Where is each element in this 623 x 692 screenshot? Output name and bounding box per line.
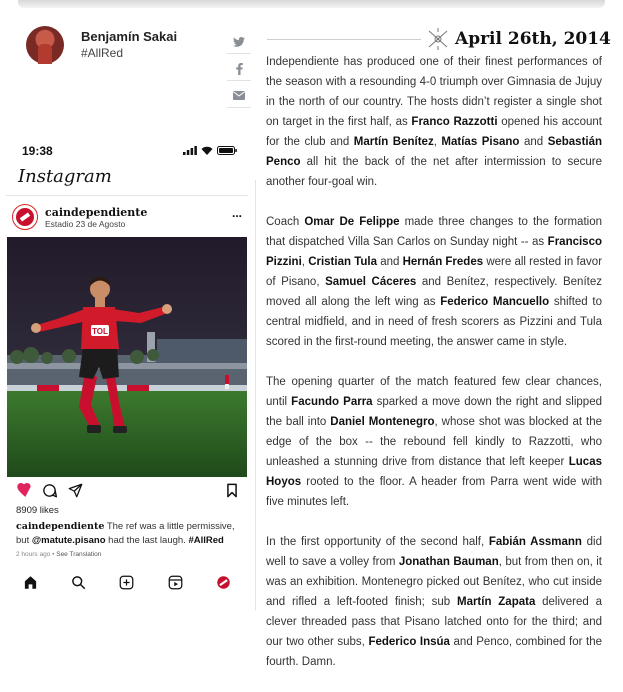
caption-mention[interactable]: @matute.pisano — [31, 535, 106, 546]
article-text: delivered a clever threaded pass that Pisano latched onto for the third; and our two other subs, — [266, 596, 602, 648]
article-text: shifted to central midfield, and in need of fresh scorers as Pizzini and Tula scored in the first-round meeting, the answer came in style. — [266, 296, 602, 348]
date-emblem-icon — [425, 27, 451, 51]
share-direct-icon[interactable] — [68, 483, 83, 498]
status-time: 19:38 — [22, 144, 53, 158]
article-text: , whose shot was blocked at the edge of the box -- the rebound fell kindly to Razzotti, who unleashed a stunning drive from distance that left keeper — [266, 416, 603, 468]
player-name: Francisco Pizzini — [266, 236, 602, 268]
like-heart-icon[interactable] — [16, 483, 32, 497]
player-name: Cristian Tula — [308, 256, 377, 268]
article-paragraph — [266, 52, 602, 192]
post-username[interactable]: caindependiente — [45, 206, 148, 219]
article-text: In the first opportunity of the second half, — [266, 536, 489, 548]
signal-icon — [183, 146, 197, 155]
instagram-logo[interactable]: Instagram — [18, 166, 112, 187]
player-name: Hernán Fredes — [402, 256, 484, 268]
article-text: all hit the back of the net after intermission to secure another four-goal win. — [266, 156, 602, 188]
player-name: Sebastián Penco — [266, 136, 603, 168]
new-post-icon[interactable] — [119, 575, 134, 590]
player-name: Matías Pisano — [441, 136, 520, 148]
article-text: and — [377, 256, 403, 268]
battery-icon — [217, 146, 237, 155]
article-text: Independiente has produced one of their finest performances of the season with a resounding 4-0 triumph over Gimnasia de Jujuy in the north of our country. The hosts didn’t register a single shot on target in the first half, as — [266, 56, 602, 128]
article-text: Coach — [266, 216, 305, 228]
post-actions — [16, 483, 238, 501]
see-translation-link[interactable]: See Translation — [56, 551, 102, 558]
facebook-share-button[interactable] — [227, 57, 251, 81]
player-name: Martín Zapata — [456, 596, 536, 608]
email-share-button[interactable] — [227, 84, 251, 108]
author-name[interactable]: Benjamín Sakai — [81, 29, 178, 44]
bookmark-icon[interactable] — [226, 483, 238, 498]
caption-username[interactable]: caindependiente — [16, 521, 105, 532]
article-text: , but from then on, it was an exhibition. Montenegro picked out Benítez, who cut inside and rifled a left-footed finish; sub — [266, 556, 602, 608]
home-icon[interactable] — [23, 575, 38, 590]
player-name: Franco Razzotti — [411, 116, 498, 128]
like-count[interactable]: 8909 likes — [16, 505, 59, 516]
article-text: sparked a move down the right and slipped the ball into — [266, 396, 602, 428]
article-body — [266, 52, 602, 692]
article-text: and Penco, combined for the fourth. Damn. — [266, 636, 602, 668]
post-location[interactable]: Estadio 23 de Agosto — [45, 219, 126, 229]
article-paragraph — [266, 212, 602, 352]
more-options-icon[interactable]: ... — [231, 206, 242, 220]
share-column — [227, 30, 251, 111]
article-text: opened his account for the club and — [266, 116, 602, 148]
comment-icon[interactable] — [42, 483, 57, 498]
twitter-share-button[interactable] — [227, 30, 251, 54]
article-paragraph — [266, 532, 602, 672]
player-name: Federico Insúa — [368, 636, 450, 648]
player-name: Omar De Felippe — [304, 216, 400, 228]
phone-status-bar — [22, 144, 237, 160]
article-text: , — [301, 256, 309, 268]
profile-crest-icon[interactable] — [216, 575, 231, 590]
article-date: April 26th, 2014 — [455, 29, 611, 49]
player-name: Jonathan Bauman — [398, 556, 499, 568]
instagram-post-screenshot — [6, 140, 248, 596]
post-time: 2 hours ago — [16, 551, 51, 558]
twitter-icon — [233, 37, 245, 47]
article-text: , — [433, 136, 442, 148]
date-rule — [267, 39, 421, 40]
article-text: made three changes to the formation that dispatched Villa San Carlos on Sunday night -- as — [266, 216, 602, 248]
author-avatar[interactable] — [26, 26, 64, 64]
player-name: Samuel Cáceres — [325, 276, 417, 288]
header-rule — [6, 195, 248, 196]
post-photo[interactable] — [7, 237, 247, 477]
jersey-sponsor-text: TOL — [92, 327, 108, 336]
bottom-nav — [6, 572, 248, 592]
caption-hashtag[interactable]: #AllRed — [188, 535, 224, 546]
caption-text-1: The ref was a little permissive, but — [16, 521, 235, 546]
club-crest-avatar[interactable] — [12, 204, 38, 230]
article-text: The opening quarter of the match featured few clear chances, until — [266, 376, 602, 408]
wifi-icon — [201, 146, 213, 155]
article-paragraph — [266, 372, 602, 512]
caption-text-2: had the last laugh. — [105, 535, 189, 546]
author-block — [26, 26, 177, 64]
mail-icon — [233, 91, 245, 100]
player-name: Fabián Assmann — [488, 536, 582, 548]
post-meta: 2 hours ago • See Translation — [16, 551, 102, 558]
search-icon[interactable] — [71, 575, 86, 590]
post-header — [12, 204, 244, 232]
article-text: and Benítez, respectively. Benítez moved all along the left wing as — [266, 276, 602, 308]
facebook-icon — [236, 63, 243, 75]
column-divider — [255, 180, 256, 610]
article-text: did well to save a volley from — [266, 536, 602, 568]
player-celebration-image — [7, 237, 247, 477]
article-text: rooted to the floor. A header from Parra went wide with five minutes left. — [266, 476, 602, 508]
author-handle[interactable]: #AllRed — [81, 46, 124, 60]
top-shadow-bar — [18, 0, 605, 8]
article-text: were all rested in favor of Pisano, — [266, 256, 603, 288]
player-name: Lucas Hoyos — [266, 456, 602, 488]
player-name: Martín Benítez — [353, 136, 434, 148]
post-caption — [16, 520, 244, 548]
player-name: Federico Mancuello — [440, 296, 550, 308]
reels-icon[interactable] — [168, 575, 183, 590]
article-text: and — [519, 136, 548, 148]
player-name: Daniel Montenegro — [330, 416, 435, 428]
player-name: Facundo Parra — [291, 396, 373, 408]
